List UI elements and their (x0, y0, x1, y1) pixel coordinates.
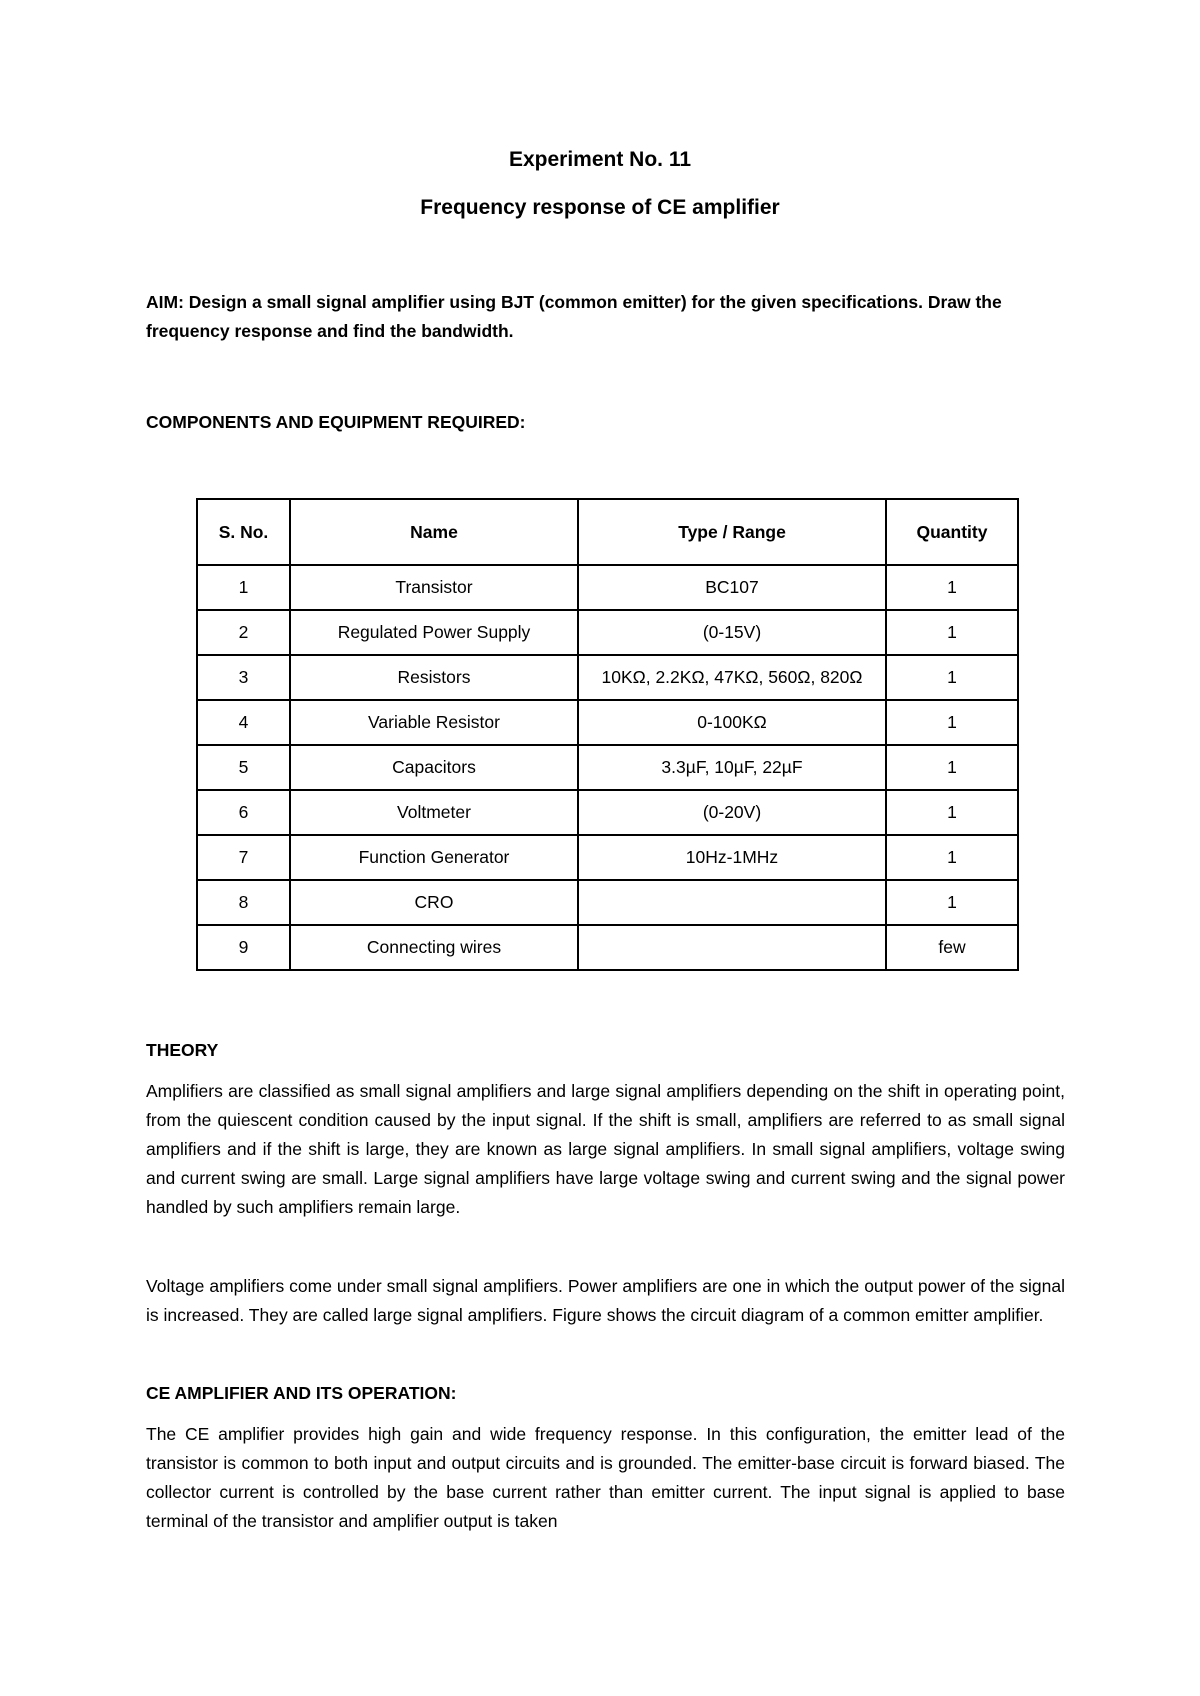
cell-type (578, 880, 886, 925)
cell-sno: 3 (197, 655, 290, 700)
cell-sno: 2 (197, 610, 290, 655)
aim-text: AIM: Design a small signal amplifier using BJT (common emitter) for the given specifications. Draw the frequency response and find the bandwidth. (146, 292, 1002, 341)
cell-sno: 9 (197, 925, 290, 970)
cell-name: Transistor (290, 565, 578, 610)
theory-paragraph-1: Amplifiers are classified as small signal amplifiers and large signal amplifiers depending on the shift in operating point, from the quiescent condition caused by the input signal. If the shift is small, amplifiers are referred to as small signal amplifiers and if the shift is large, they are known as large signal amplifiers. In small signal amplifiers, voltage swing and current swing are small. Large signal amplifiers have large voltage swing and current swing and the signal power handled by such amplifiers remain large. (146, 1081, 1065, 1217)
cell-qty: 1 (886, 790, 1018, 835)
cell-type: BC107 (578, 565, 886, 610)
table-row (197, 925, 1018, 970)
table-header-row (197, 499, 1018, 565)
theory-heading: THEORY (146, 1040, 219, 1060)
table-row (197, 565, 1018, 610)
table-row (197, 790, 1018, 835)
cell-sno: 6 (197, 790, 290, 835)
table-row (197, 700, 1018, 745)
theory-paragraph-2: Voltage amplifiers come under small signal amplifiers. Power amplifiers are one in which the output power of the signal is increased. They are called large signal amplifiers. Figure shows the circuit diagram of a common emitter amplifier. (146, 1276, 1065, 1325)
components-heading: COMPONENTS AND EQUIPMENT REQUIRED: (146, 412, 526, 432)
cell-qty: 1 (886, 835, 1018, 880)
cell-type: 3.3µF, 10µF, 22µF (578, 745, 886, 790)
cell-name: Function Generator (290, 835, 578, 880)
table-row (197, 610, 1018, 655)
cell-name: Variable Resistor (290, 700, 578, 745)
cell-qty: 1 (886, 745, 1018, 790)
cell-name: Capacitors (290, 745, 578, 790)
cell-sno: 7 (197, 835, 290, 880)
header-type-range: Type / Range (578, 499, 886, 565)
cell-qty: 1 (886, 700, 1018, 745)
cell-name: Regulated Power Supply (290, 610, 578, 655)
table-row (197, 655, 1018, 700)
cell-type: (0-20V) (578, 790, 886, 835)
cell-name: Connecting wires (290, 925, 578, 970)
cell-name: Voltmeter (290, 790, 578, 835)
table-row (197, 880, 1018, 925)
cell-sno: 8 (197, 880, 290, 925)
header-quantity: Quantity (886, 499, 1018, 565)
cell-sno: 4 (197, 700, 290, 745)
header-sno: S. No. (197, 499, 290, 565)
experiment-title: Frequency response of CE amplifier (420, 196, 780, 219)
cell-qty: 1 (886, 655, 1018, 700)
experiment-number: Experiment No. 11 (508, 148, 692, 171)
table-row (197, 745, 1018, 790)
cell-type: (0-15V) (578, 610, 886, 655)
cell-type: 10KΩ, 2.2KΩ, 47KΩ, 560Ω, 820Ω (578, 655, 886, 700)
cell-qty: 1 (886, 610, 1018, 655)
header-name: Name (290, 499, 578, 565)
equipment-table (196, 498, 1019, 971)
cell-qty: 1 (886, 880, 1018, 925)
cell-name: Resistors (290, 655, 578, 700)
cell-qty: few (886, 925, 1018, 970)
cell-type (578, 925, 886, 970)
cell-sno: 1 (197, 565, 290, 610)
cell-name: CRO (290, 880, 578, 925)
cell-sno: 5 (197, 745, 290, 790)
cell-type: 0-100KΩ (578, 700, 886, 745)
ce-operation-heading: CE AMPLIFIER AND ITS OPERATION: (146, 1383, 457, 1403)
cell-qty: 1 (886, 565, 1018, 610)
table-row (197, 835, 1018, 880)
cell-type: 10Hz-1MHz (578, 835, 886, 880)
ce-operation-paragraph: The CE amplifier provides high gain and wide frequency response. In this configuration, the emitter lead of the transistor is common to both input and output circuits and is grounded. The emitter-base circuit is forward biased. The collector current is controlled by the base current rather than emitter current. The input signal is applied to base terminal of the transistor and amplifier output is taken (146, 1424, 1065, 1531)
